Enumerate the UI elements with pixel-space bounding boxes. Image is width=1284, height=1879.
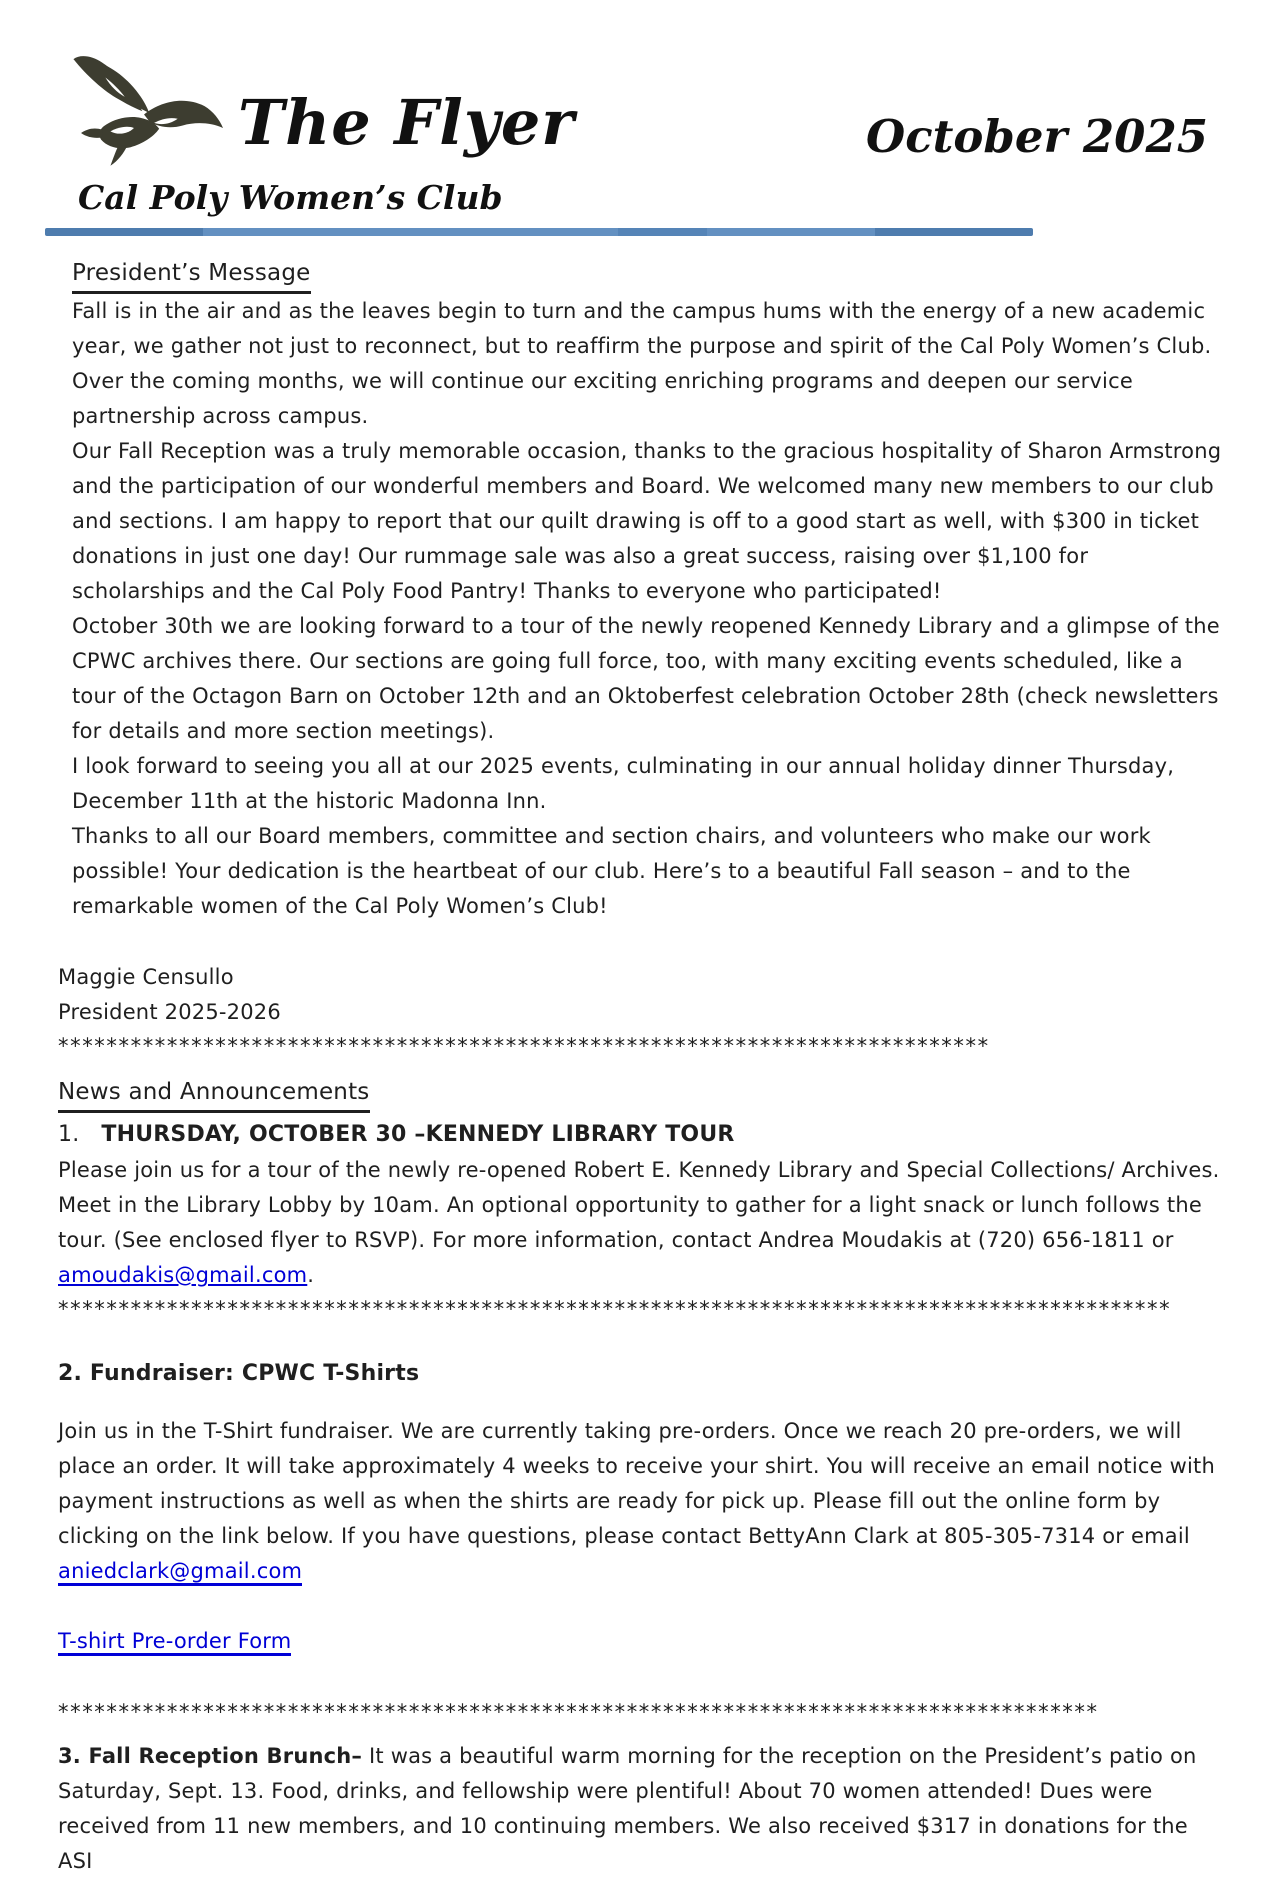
presidents-message-section bbox=[58, 256, 1224, 924]
signature-block bbox=[58, 960, 1224, 1030]
signature-name: Maggie Censullo bbox=[58, 965, 234, 989]
email-link-amoudakis[interactable]: amoudakis@gmail.com bbox=[58, 1263, 308, 1287]
message-paragraph: Thanks to all our Board members, committee and section chairs, and volunteers who make our work possible! Your dedication is the heartbeat of our club. Here’s to a beautiful Fall season – and to the remarkable women of the Cal Poly Women’s Club! bbox=[72, 824, 1151, 918]
message-paragraph: October 30th we are looking forward to a tour of the newly reopened Kennedy Library and a glimpse of the CPWC archives there. Our sections are going full force, too, with many exciting events scheduled, like a tour of the Octagon Barn on October 12th and an Oktoberfest celebration October 28th (check newsletters for details and more section meetings). bbox=[72, 614, 1220, 743]
signature-title: President 2025-2026 bbox=[58, 1000, 281, 1024]
news-item-2-email-row bbox=[58, 1554, 1224, 1589]
asterisk-divider: ******************************************************************************************** bbox=[58, 1297, 1172, 1321]
blank-line bbox=[58, 1589, 1224, 1624]
news-item-3-text: It was a beautiful warm morning for the reception on the President’s patio on Saturday, Sept. 13. Food, drinks, and fellowship were plentiful! About 70 women attended! Dues were received from 11 new members, and 10 continuing members. We also received $317 in donations for the ASI bbox=[58, 1744, 1197, 1873]
header-divider-rule bbox=[45, 228, 1033, 236]
news-item-3-body bbox=[58, 1739, 1224, 1879]
news-item-1-text-after: . bbox=[307, 1263, 315, 1287]
news-item-2-body: Join us in the T-Shirt fundraiser. We are currently taking pre-orders. Once we reach 20 pre-orders, we will place an order. It will take approximately 4 weeks to receive your shirt. You will receive an email notice with payment instructions as well as when the shirts are ready for pick up. Please fill out the online form by clicking on the link below. If you have questions, please contact BettyAnn Clark at 805-305-7314 or email bbox=[58, 1419, 1215, 1548]
message-paragraph: Our Fall Reception was a truly memorable occasion, thanks to the gracious hospitality of Sharon Armstrong and the participation of our wonderful members and Board. We welcomed many new members to our club and sections. I am happy to report that our quilt drawing is off to a good start as well, with $300 in ticket donations in just one day! Our rummage sale was also a great success, raising over $1,100 for scholarships and the Cal Poly Food Pantry! Thanks to everyone who participated! bbox=[72, 439, 1222, 603]
asterisk-divider: ***************************************************************************** bbox=[58, 1034, 990, 1058]
newsletter-body bbox=[0, 240, 1284, 1879]
news-item-1-body bbox=[58, 1153, 1224, 1293]
email-link-aniedclark[interactable]: aniedclark@gmail.com bbox=[58, 1559, 302, 1586]
presidents-message-heading: President’s Message bbox=[72, 257, 311, 294]
tshirt-preorder-form-link[interactable]: T-shirt Pre-order Form bbox=[58, 1629, 291, 1656]
page-title: The Flyer bbox=[238, 86, 575, 159]
news-item-3-lead: 3. Fall Reception Brunch– bbox=[58, 1744, 363, 1768]
news-section bbox=[58, 1075, 1224, 1113]
masthead bbox=[0, 0, 1284, 240]
bird-logo-icon bbox=[55, 38, 223, 186]
message-paragraph: I look forward to seeing you all at our 2025 events, culminating in our annual holiday dinner Thursday, December 11th at the historic Madonna Inn. bbox=[72, 754, 1175, 813]
news-item-2-title: 2. Fundraiser: CPWC T-Shirts bbox=[58, 1361, 420, 1386]
asterisk-divider: ************************************************************************************** bbox=[58, 1700, 1099, 1724]
news-item-1-title-row bbox=[58, 1117, 1224, 1153]
news-item-1-text: Please join us for a tour of the newly re-opened Robert E. Kennedy Library and Special Collections/ Archives. Meet in the Library Lobby by 10am. An optional opportunity to gather for a light snack or lunch follows the tour. (See enclosed flyer to RSVP). For more information, contact Andrea Moudakis at (720) 656-1811 or bbox=[58, 1158, 1220, 1252]
news-item-1-number: 1. bbox=[58, 1122, 80, 1147]
news-item-1-title: THURSDAY, OCTOBER 30 –KENNEDY LIBRARY TOUR bbox=[101, 1122, 735, 1147]
organization-name: Cal Poly Women’s Club bbox=[78, 178, 503, 217]
tshirt-form-row bbox=[58, 1624, 1224, 1659]
blank-line bbox=[58, 1659, 1224, 1694]
news-heading: News and Announcements bbox=[58, 1076, 370, 1113]
issue-date: October 2025 bbox=[866, 110, 1209, 163]
message-paragraph: Fall is in the air and as the leaves begin to turn and the campus hums with the energy of a new academic year, we gather not just to reconnect, but to reaffirm the purpose and spirit of the Cal Poly Women’s Club. Over the coming months, we will continue our exciting enriching programs and deepen our service partnership across campus. bbox=[72, 299, 1212, 428]
